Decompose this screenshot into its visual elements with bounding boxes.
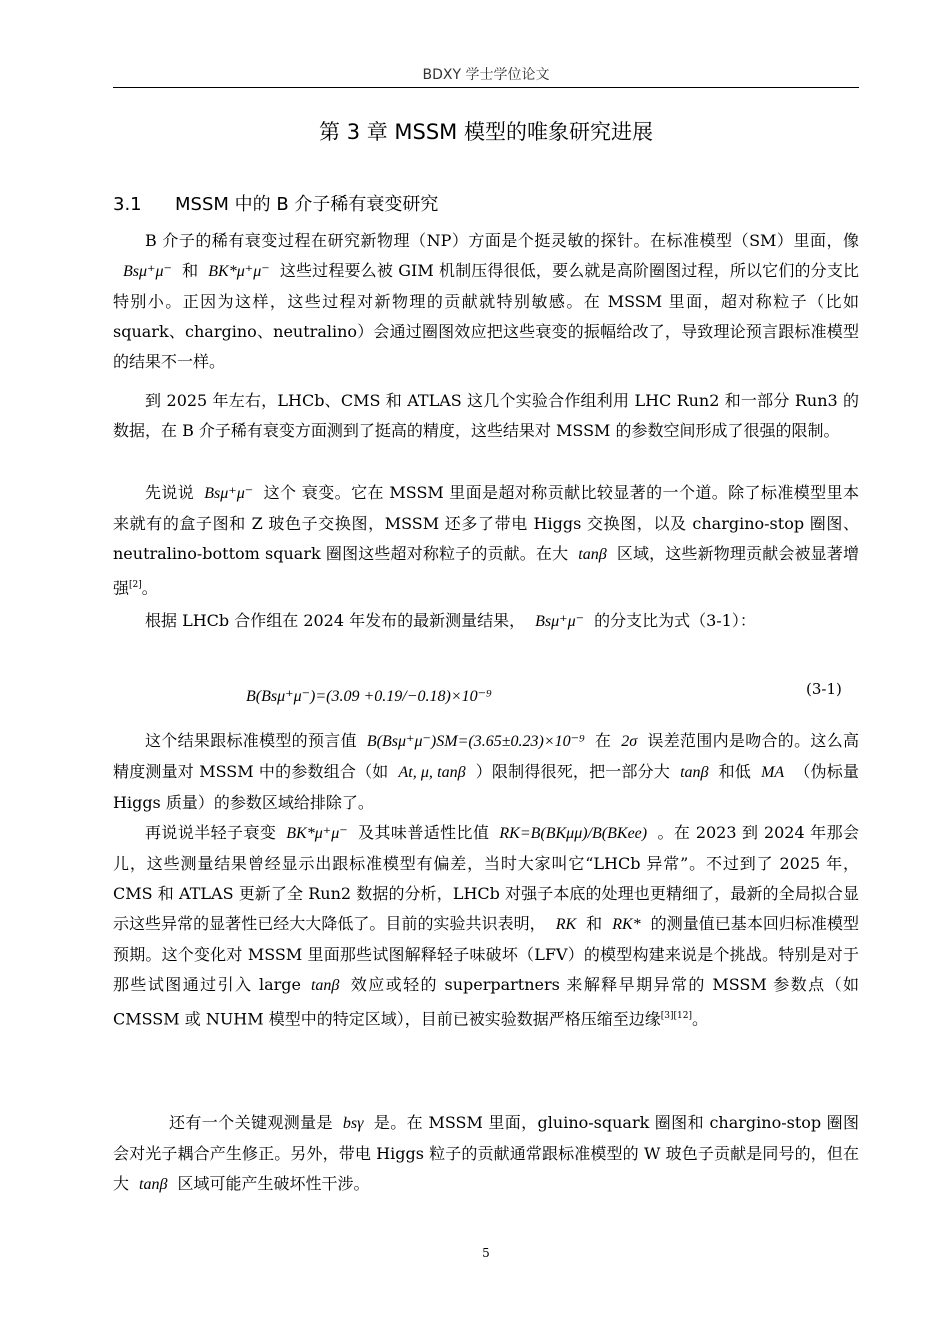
citation-2: [3][12] (660, 1011, 692, 1021)
p6-text-c: 。在 2023 到 2024 年那会儿，这些测量结果曾经显示出跟标准模型有偏差，当时大家叫它“LHCb 异常”。不过到了 2025 年，CMS 和 ATLAS 更新了全 Run2 数据的分析，LHCb 对强子本底的处理也更精细了，最新的全局拟合显示这些异常的显著性已经大大降低了。目前的实验共识表明， (113, 823, 859, 933)
chapter-title: 第 3 章 MSSM 模型的唯象研究进展 (319, 120, 653, 144)
paragraph-6 (113, 818, 859, 1034)
p5-text-c: 误差范围内是吻合的。这么高精度测量对 MSSM 中的参数组合（如 (113, 731, 859, 781)
p3-text-c: 区域，这些新物理贡献会被显著增强 (113, 544, 859, 598)
section-title: MSSM 中的 B 介子稀有衰变研究 (175, 194, 439, 215)
p6-text-f: 效应或轻的 superpartners 来解释早期异常的 MSSM 参数点（如 CMSSM 或 NUHM 模型中的特定区域），目前已被实验数据严格压缩至边缘 (113, 975, 859, 1029)
header-rule (113, 87, 859, 88)
section-number: 3.1 (113, 194, 142, 215)
p7-text-c: 区域可能产生破坏性干涉。 (177, 1174, 370, 1193)
equation-number: (3-1) (806, 680, 842, 698)
section-heading (113, 190, 438, 216)
math-params: At, μ, tanβ (398, 764, 466, 781)
math-sm-prediction: B(Bsμ⁺μ⁻)SM=(3.65±0.23)×10⁻⁹ (366, 733, 585, 750)
math-ma: MA (761, 764, 785, 781)
p1-text-b: 和 (181, 261, 199, 280)
p6-text-b: 及其味普适性比值 (357, 823, 490, 842)
p4-text-b: 的分支比为式（3-1）： (594, 611, 756, 630)
math-bsgamma: bsγ (342, 1115, 364, 1132)
p5-text-a: 这个结果跟标准模型的预言值 (145, 731, 357, 750)
math-rk: RK (555, 916, 577, 933)
page-number: 5 (482, 1246, 490, 1260)
paragraph-4 (113, 606, 859, 637)
math-bs-mumu-3: Bsμ⁺μ⁻ (535, 613, 585, 630)
p1-text-c: 这些过程要么被 GIM 机制压得很低，要么就是高阶圈图过程，所以它们的分支比特别小。正因为这样，这些过程对新物理的贡献就特别敏感。在 MSSM 里面，超对称粒子（比如 squark、chargino、neutralino）会通过圈图效应把这些衰变的振幅给改了，导致理论预言跟标准模型的结果不一样。 (113, 261, 859, 371)
p5-text-d: ）限制得很死，把一部分大 (475, 762, 671, 781)
math-2sigma: 2σ (621, 733, 638, 750)
math-tanb-2: tanβ (680, 764, 709, 781)
p6-text-g: 。 (691, 1009, 708, 1029)
p7-text-a: 还有一个关键观测量是 (169, 1113, 333, 1132)
p7-text-b: 是。在 MSSM 里面，gluino-squark 圈图和 chargino-stop 圈图会对光子耦合产生修正。另外，带电 Higgs 粒子的贡献通常跟标准模型的 W 玻色子贡献是同号的，但在大 (113, 1113, 859, 1193)
p3-text-b: 这个 衰变。它在 MSSM 里面是超对称贡献比较显著的一个道。除了标准模型里本来就有的盒子图和 Z 玻色子交换图，MSSM 还多了带电 Higgs 交换图，以及 chargino-stop 圈图、neutralino-bottom squark 圈图这些超对称粒子的贡献。在大 (113, 483, 859, 563)
paragraph-5 (113, 726, 859, 818)
running-header: BDXY 学士学位论文 (422, 67, 550, 83)
p3-text-a: 先说说 (145, 483, 195, 502)
math-bs-mumu-2: Bsμ⁺μ⁻ (204, 485, 254, 502)
math-rkstar: RK* (612, 916, 641, 933)
p1-text-a: B 介子的稀有衰变过程在研究新物理（NP）方面是个挺灵敏的探针。在标准模型（SM）里面，像 (145, 231, 859, 250)
paragraph-1 (113, 226, 859, 377)
math-bkstar-mumu: BK*μ⁺μ⁻ (208, 263, 270, 280)
p6-text-a: 再说说半轻子衰变 (145, 823, 277, 842)
paragraph-2: 到 2025 年左右，LHCb、CMS 和 ATLAS 这几个实验合作组利用 LHC Run2 和一部分 Run3 的数据，在 B 介子稀有衰变方面测到了挺高的精度，这些结果对 MSSM 的参数空间形成了很强的限制。 (113, 391, 859, 440)
p3-text-d: 。 (141, 578, 158, 598)
math-rk-definition: RK=B(BKμμ)/B(BKee) (499, 825, 648, 842)
equation-3-1: B(Bsμ⁺μ⁻)=(3.09 +0.19/−0.18)×10⁻⁹ (246, 688, 492, 705)
p6-text-d: 和 (586, 914, 603, 933)
p5-text-b: 在 (594, 731, 612, 750)
math-tanb: tanβ (578, 546, 607, 563)
paragraph-3 (113, 478, 859, 603)
p4-text-a: 根据 LHCb 合作组在 2024 年发布的最新测量结果， (145, 611, 526, 630)
p5-text-f: （伪标量 Higgs 质量）的参数区域给排除了。 (113, 762, 859, 812)
p5-text-e: 和低 (718, 762, 752, 781)
math-bs-mumu: Bsμ⁺μ⁻ (123, 263, 172, 280)
paragraph-7 (113, 1108, 859, 1200)
math-tanb-4: tanβ (139, 1176, 168, 1193)
citation: [2] (129, 580, 142, 590)
math-bkstar-mumu-2: BK*μ⁺μ⁻ (286, 825, 348, 842)
p6-text-e: 的测量值已基本回归标准模型预期。这个变化对 MSSM 里面那些试图解释轻子味破坏（LFV）的模型构建来说是个挑战。特别是对于那些试图通过引入 large (113, 914, 859, 994)
math-tanb-3: tanβ (310, 977, 340, 994)
